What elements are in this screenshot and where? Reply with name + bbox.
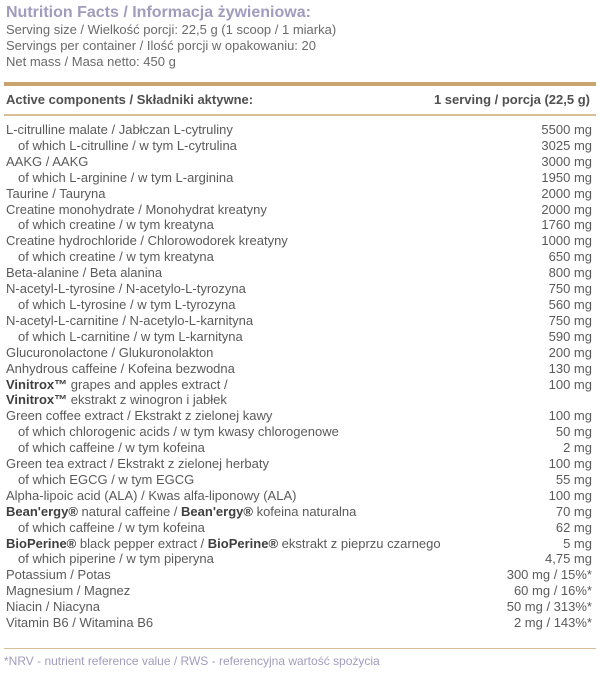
table-row — [6, 154, 592, 170]
row-value: 130 mg — [548, 360, 592, 376]
table-row — [6, 615, 592, 631]
row-value: 4,75 mg — [545, 551, 592, 567]
row-value: 3000 mg — [541, 153, 592, 169]
table-row-vinitrox: Vinitrox™ grapes and apples extract / Vinitrox™ ekstrakt z winogron i jabłek 100 mg — [6, 376, 592, 408]
row-name: of which L-arginine / w tym L-arginina — [18, 169, 234, 185]
divider-header — [4, 114, 596, 116]
table-row — [6, 122, 592, 138]
footnote: *NRV - nutrient reference value / RWS - referencyjna wartość spożycia — [4, 654, 380, 668]
brand-beanergy: Bean'ergy® — [6, 503, 78, 519]
row-name: Beta-alanine / Beta alanina — [6, 265, 163, 281]
table-row — [6, 520, 592, 536]
table-row — [6, 440, 592, 456]
row-name: of which L-citrulline / w tym L-cytrulina — [18, 137, 237, 153]
row-name: AAKG / AAKG — [6, 153, 89, 169]
table-row — [6, 249, 592, 265]
divider-bottom — [4, 648, 596, 649]
brand-beanergy: Bean'ergy® — [181, 503, 253, 519]
row-value: 70 mg — [555, 503, 592, 519]
row-value: 5500 mg — [541, 122, 592, 137]
row-name: Alpha-lipoic acid (ALA) / Kwas alfa-liponowy (ALA) — [6, 487, 297, 503]
row-name: of which caffeine / w tym kofeina — [18, 440, 205, 456]
row-name: of which caffeine / w tym kofeina — [18, 519, 205, 535]
table-row — [6, 345, 592, 361]
row-name: N-acetyl-L-carnitine / N-acetylo-L-karnityna — [6, 312, 254, 328]
table-row — [6, 313, 592, 329]
row-value: 300 mg / 15%* — [506, 567, 592, 583]
row-value: 200 mg — [548, 344, 592, 360]
row-value: 560 mg — [548, 296, 592, 312]
column-header-serving: 1 serving / porcja (22,5 g) — [433, 92, 590, 107]
label-header — [6, 4, 594, 70]
table-row — [6, 472, 592, 488]
table-row — [6, 281, 592, 297]
row-value: 1000 mg — [541, 233, 592, 249]
brand-bioperine: BioPerine® — [207, 535, 279, 551]
row-value: 55 mg — [555, 471, 592, 487]
serving-size: Serving size / Wielkość porcji: 22,5 g (1 scoop / 1 miarka) — [6, 22, 337, 37]
row-value: 100 mg — [548, 408, 592, 424]
components-table — [6, 122, 592, 631]
table-row — [6, 424, 592, 440]
row-name: L-citrulline malate / Jabłczan L-cytruliny — [6, 122, 233, 137]
row-value: 800 mg — [548, 265, 592, 281]
row-name: Taurine / Tauryna — [6, 185, 106, 201]
table-row — [6, 488, 592, 504]
table-row — [6, 551, 592, 567]
table-header — [6, 92, 590, 107]
divider-top — [4, 82, 596, 86]
row-name: of which L-tyrosine / w tym L-tyrozyna — [18, 296, 236, 312]
row-value: 100 mg — [548, 376, 592, 392]
table-row — [6, 217, 592, 233]
table-row-bioperine: BioPerine® black pepper extract / BioPerine® ekstrakt z pieprzu czarnego 5 mg — [6, 535, 592, 551]
row-value: 2000 mg — [541, 185, 592, 201]
row-value: 2000 mg — [541, 201, 592, 217]
row-value: 100 mg — [548, 456, 592, 472]
row-name: of which L-carnitine / w tym L-karnityna — [18, 328, 243, 344]
row-name: Glucuronolactone / Glukuronolakton — [6, 344, 214, 360]
row-value: 3025 mg — [541, 137, 592, 153]
row-value: 2 mg — [563, 440, 592, 456]
table-row — [6, 567, 592, 583]
row-name: Niacin / Niacyna — [6, 599, 100, 615]
brand-vinitrox: Vinitrox™ — [6, 376, 68, 392]
table-row — [6, 265, 592, 281]
row-name: Vitamin B6 / Witamina B6 — [6, 615, 154, 631]
row-name: of which piperine / w tym piperyna — [18, 551, 214, 567]
table-row — [6, 408, 592, 424]
row-value: 750 mg — [548, 281, 592, 297]
brand-vinitrox: Vinitrox™ — [6, 392, 68, 408]
row-name: Potassium / Potas — [6, 567, 111, 583]
row-name: of which creatine / w tym kreatyna — [18, 249, 214, 265]
page-title: Nutrition Facts / Informacja żywieniowa: — [6, 4, 311, 21]
row-name: Creatine hydrochloride / Chlorowodorek kreatyny — [6, 233, 288, 249]
table-row — [6, 138, 592, 154]
row-name: of which EGCG / w tym EGCG — [18, 471, 195, 487]
row-name: Green tea extract / Ekstrakt z zielonej herbaty — [6, 456, 270, 472]
row-value: 1950 mg — [541, 169, 592, 185]
row-name: of which chlorogenic acids / w tym kwasy chlorogenowe — [18, 424, 339, 440]
row-value: 50 mg — [555, 424, 592, 440]
row-value: 62 mg — [555, 519, 592, 535]
servings-per-container: Servings per container / Ilość porcji w opakowaniu: 20 — [6, 38, 316, 53]
row-value: 1760 mg — [541, 217, 592, 233]
row-name: of which creatine / w tym kreatyna — [18, 217, 214, 233]
row-value: 50 mg / 313%* — [506, 599, 592, 615]
row-value: 750 mg — [548, 312, 592, 328]
table-row — [6, 361, 592, 377]
table-row — [6, 202, 592, 218]
net-mass: Net mass / Masa netto: 450 g — [6, 54, 176, 69]
table-row — [6, 170, 592, 186]
row-name: Creatine monohydrate / Monohydrat kreatyny — [6, 201, 267, 217]
row-name: Green coffee extract / Ekstrakt z zielonej kawy — [6, 408, 273, 424]
row-value: 100 mg — [548, 487, 592, 503]
table-row — [6, 599, 592, 615]
row-value: 650 mg — [548, 249, 592, 265]
table-row — [6, 233, 592, 249]
table-row — [6, 329, 592, 345]
table-row-beanergy: Bean'ergy® natural caffeine / Bean'ergy® kofeina naturalna 70 mg — [6, 503, 592, 519]
row-value: 5 mg — [563, 535, 592, 551]
brand-bioperine: BioPerine® — [6, 535, 77, 551]
row-name: Anhydrous caffeine / Kofeina bezwodna — [6, 360, 235, 376]
row-value: 60 mg / 16%* — [513, 583, 592, 599]
table-row — [6, 456, 592, 472]
row-value: 2 mg / 143%* — [513, 615, 592, 631]
table-row — [6, 186, 592, 202]
table-row — [6, 583, 592, 599]
table-row — [6, 297, 592, 313]
column-header-components: Active components / Składniki aktywne: — [6, 92, 254, 107]
row-value: 590 mg — [548, 328, 592, 344]
row-name: Magnesium / Magnez — [6, 583, 131, 599]
row-name: N-acetyl-L-tyrosine / N-acetylo-L-tyrozyna — [6, 281, 246, 297]
